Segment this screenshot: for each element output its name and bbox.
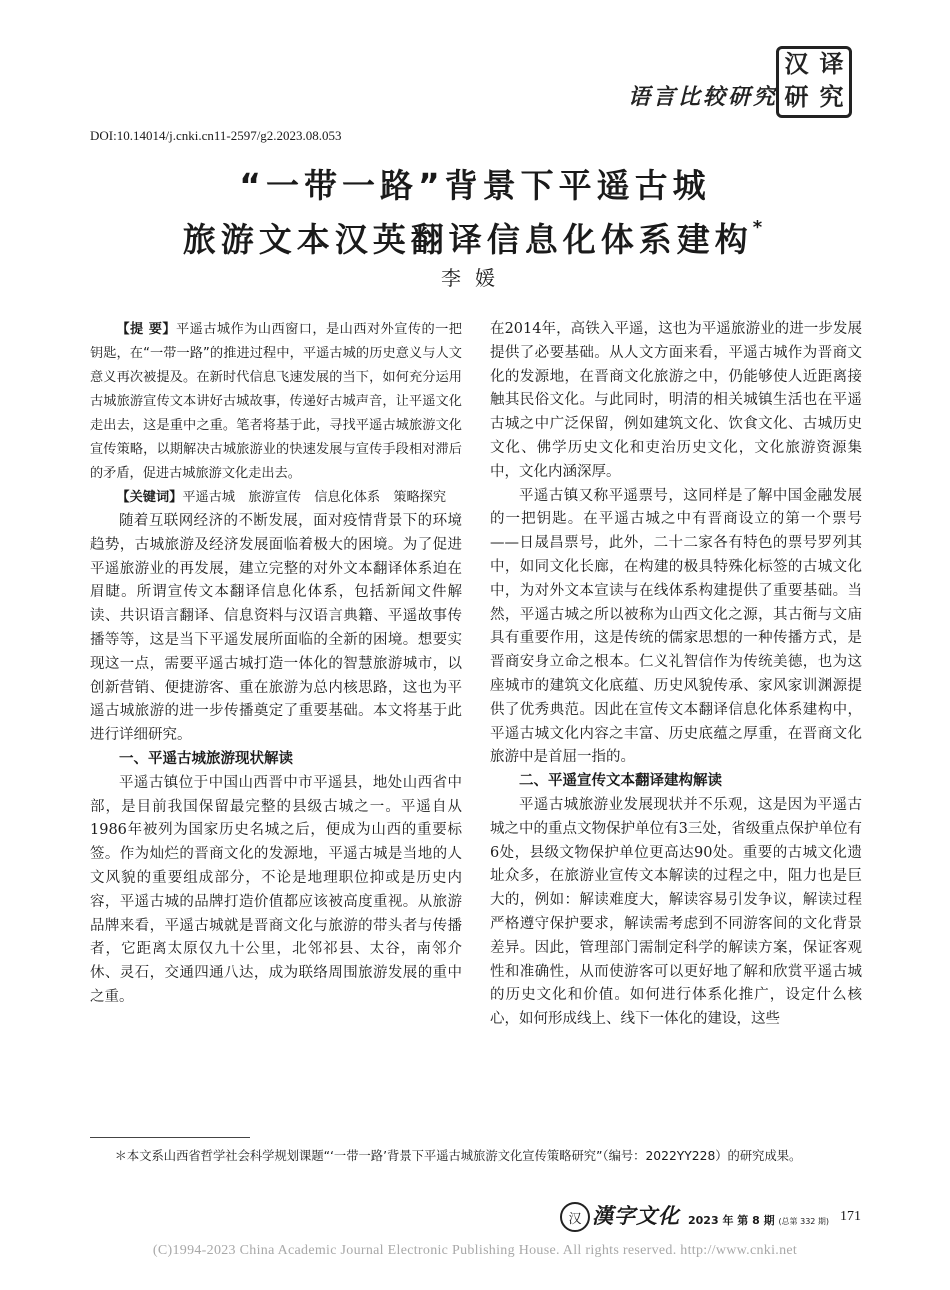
copyright-watermark: (C)1994-2023 China Academic Journal Electronic Publishing House. All rights reserved. http://www.cnki.net	[152, 1243, 798, 1258]
body-paragraph: 平遥古镇又称平遥票号，这同样是了解中国金融发展的一把钥匙。在平遥古城之中有晋商设立的第一个票号——日晟昌票号，此外，二十二家各有特色的票号罗列其中，如同文化长廊，在构建的极具特殊化标签的古城文化中，为对外文本宣读与在线体系构建提供了重要基础。当然，平遥古城之所以被称为山西文化之源，其古衙与文庙具有重要作用，这是传统的儒家思想的一种传播方式，是晋商安身立命之根本。仁义礼智信作为传统美德，也为这座城市的建筑文化底蕴、历史风貌传承、家风家训渊源提供了优秀典范。因此在宣传文本翻译信息化体系建构中，平遥古城文化内容之丰富、历史底蕴之厚重，在晋商文化旅游中是首屈一指的。	[490, 487, 862, 766]
footnote: ＊本文系山西省哲学社会科学规划课题“‘一带一路’背景下平遥古城旅游文化宣传策略研究”（编号：2022YY228）的研究成果。	[114, 1149, 802, 1163]
journal-name: 漢字文化	[592, 1204, 680, 1228]
seal-char: 汉	[784, 49, 809, 78]
title-line-1: “一带一路”背景下平遥古城	[239, 166, 711, 205]
issue-number: 2023 年 第 8 期	[688, 1214, 775, 1227]
right-column	[490, 318, 862, 1032]
title-line-2-text: 旅游文本汉英翻译信息化体系建构	[182, 220, 753, 259]
seal-char: 译	[819, 49, 844, 78]
author-name: 李媛	[441, 266, 509, 290]
keywords	[90, 486, 462, 510]
issue-info	[688, 1212, 829, 1228]
abstract-label: 【提 要】	[116, 322, 176, 337]
title-footnote-mark: *	[752, 217, 768, 238]
article-title	[0, 162, 950, 264]
section2-paragraph: 平遥古城旅游业发展现状并不乐观，这是因为平遥古城之中的重点文物保护单位有3三处，省级重点保护单位有6处，县级文物保护单位更高达90处。重要的古城文化遗址众多，在旅游业宣传文本解读的过程之中，阻力也是巨大的，例如：解读难度大，解读容易引发争议，解读过程严格遵守保护要求，解读需考虑到不同游客间的文化背景差异。因此，管理部门需制定科学的解读方案，保证客观性和准确性，从而使游客可以更好地了解和欣赏平遥古城的历史文化和价值。如何进行体系化推广，设定什么核心，如何形成线上、线下一体化的建设，这些	[490, 796, 862, 1028]
abstract-text: 平遥古城作为山西窗口，是山西对外宣传的一把钥匙，在“一带一路”的推进过程中，平遥古城的历史意义与人文意义再次被提及。在新时代信息飞速发展的当下，如何充分运用古城旅游宣传文本讲好古城故事，传递好古城声音，让平遥文化走出去，这是重中之重。笔者将基于此，寻找平遥古城旅游文化宣传策略，以期解决古城旅游业的快速发展与宣传手段相对滞后的矛盾，促进古城旅游文化走出去。	[90, 322, 462, 481]
continued-paragraph: 在2014年，高铁入平遥，这也为平遥旅游业的进一步发展提供了必要基础。从人文方面来看，平遥古城作为晋商文化的发源地，在晋商文化旅游之中，仍能够使人近距离接触其民俗文化。与此同时，明清的相关城镇生活也在平遥古城之中广泛保留，例如建筑文化、饮食文化、古城历史文化、佛学历史文化和吏治历史文化，文化旅游资源集中，文化内涵深厚。	[490, 321, 862, 480]
left-column	[90, 318, 462, 1010]
page-number: 171	[840, 1209, 861, 1224]
column-label: 语言比较研究	[627, 85, 778, 110]
section-heading-2: 二、平遥宣传文本翻译建构解读	[519, 773, 722, 790]
keywords-text: 平遥古城 旅游宣传 信息化体系 策略探究	[182, 490, 447, 505]
section1-paragraph: 平遥古镇位于中国山西晋中市平遥县，地处山西省中部，是目前我国保留最完整的县级古城之一。平遥自从1986年被列为国家历史名城之后，便成为山西的重要标签。作为灿烂的晋商文化的发源地，平遥古城是当地的人文风貌的重要组成部分，不论是地理职位抑或是历史内容，平遥古城的品牌打造价值都应该被高度重视。从旅游品牌来看，平遥古城就是晋商文化与旅游的带头者与传播者，它距离太原仅九十公里，北邻祁县、太谷，南邻介休、灵石，交通四通八达，成为联络周围旅游发展的重中之重。	[90, 774, 462, 1005]
intro-paragraph: 随着互联网经济的不断发展，面对疫情背景下的环境趋势，古城旅游及经济发展面临着极大的困境。为了促进平遥旅游业的再发展，建立完整的对外文本翻译体系迫在眉睫。所谓宣传文本翻译信息化体系，包括新闻文件解读、共识语言翻译、信息资料与汉语言典籍、平遥故事传播等等，这是当下平遥发展所面临的全新的困境。想要实现这一点，需要平遥古城打造一体化的智慧旅游城市，以创新营销、便捷游客、重在旅游为总内核思路，这也为平遥古城旅游的进一步传播奠定了重要基础。本文将基于此进行详细研究。	[90, 513, 462, 744]
journal-seal-logo	[776, 46, 852, 118]
journal-logo-icon: 汉	[560, 1202, 590, 1232]
issue-total: (总第 332 期)	[778, 1217, 830, 1226]
keywords-label: 【关键词】	[116, 490, 183, 505]
title-line-2	[0, 210, 950, 264]
seal-char: 究	[819, 82, 844, 111]
seal-char: 研	[784, 82, 809, 111]
footnote-divider	[90, 1137, 250, 1138]
section-heading-1: 一、平遥古城旅游现状解读	[119, 750, 293, 767]
doi-line: DOI:10.14014/j.cnki.cn11-2597/g2.2023.08.053	[90, 128, 342, 143]
abstract	[90, 318, 462, 486]
